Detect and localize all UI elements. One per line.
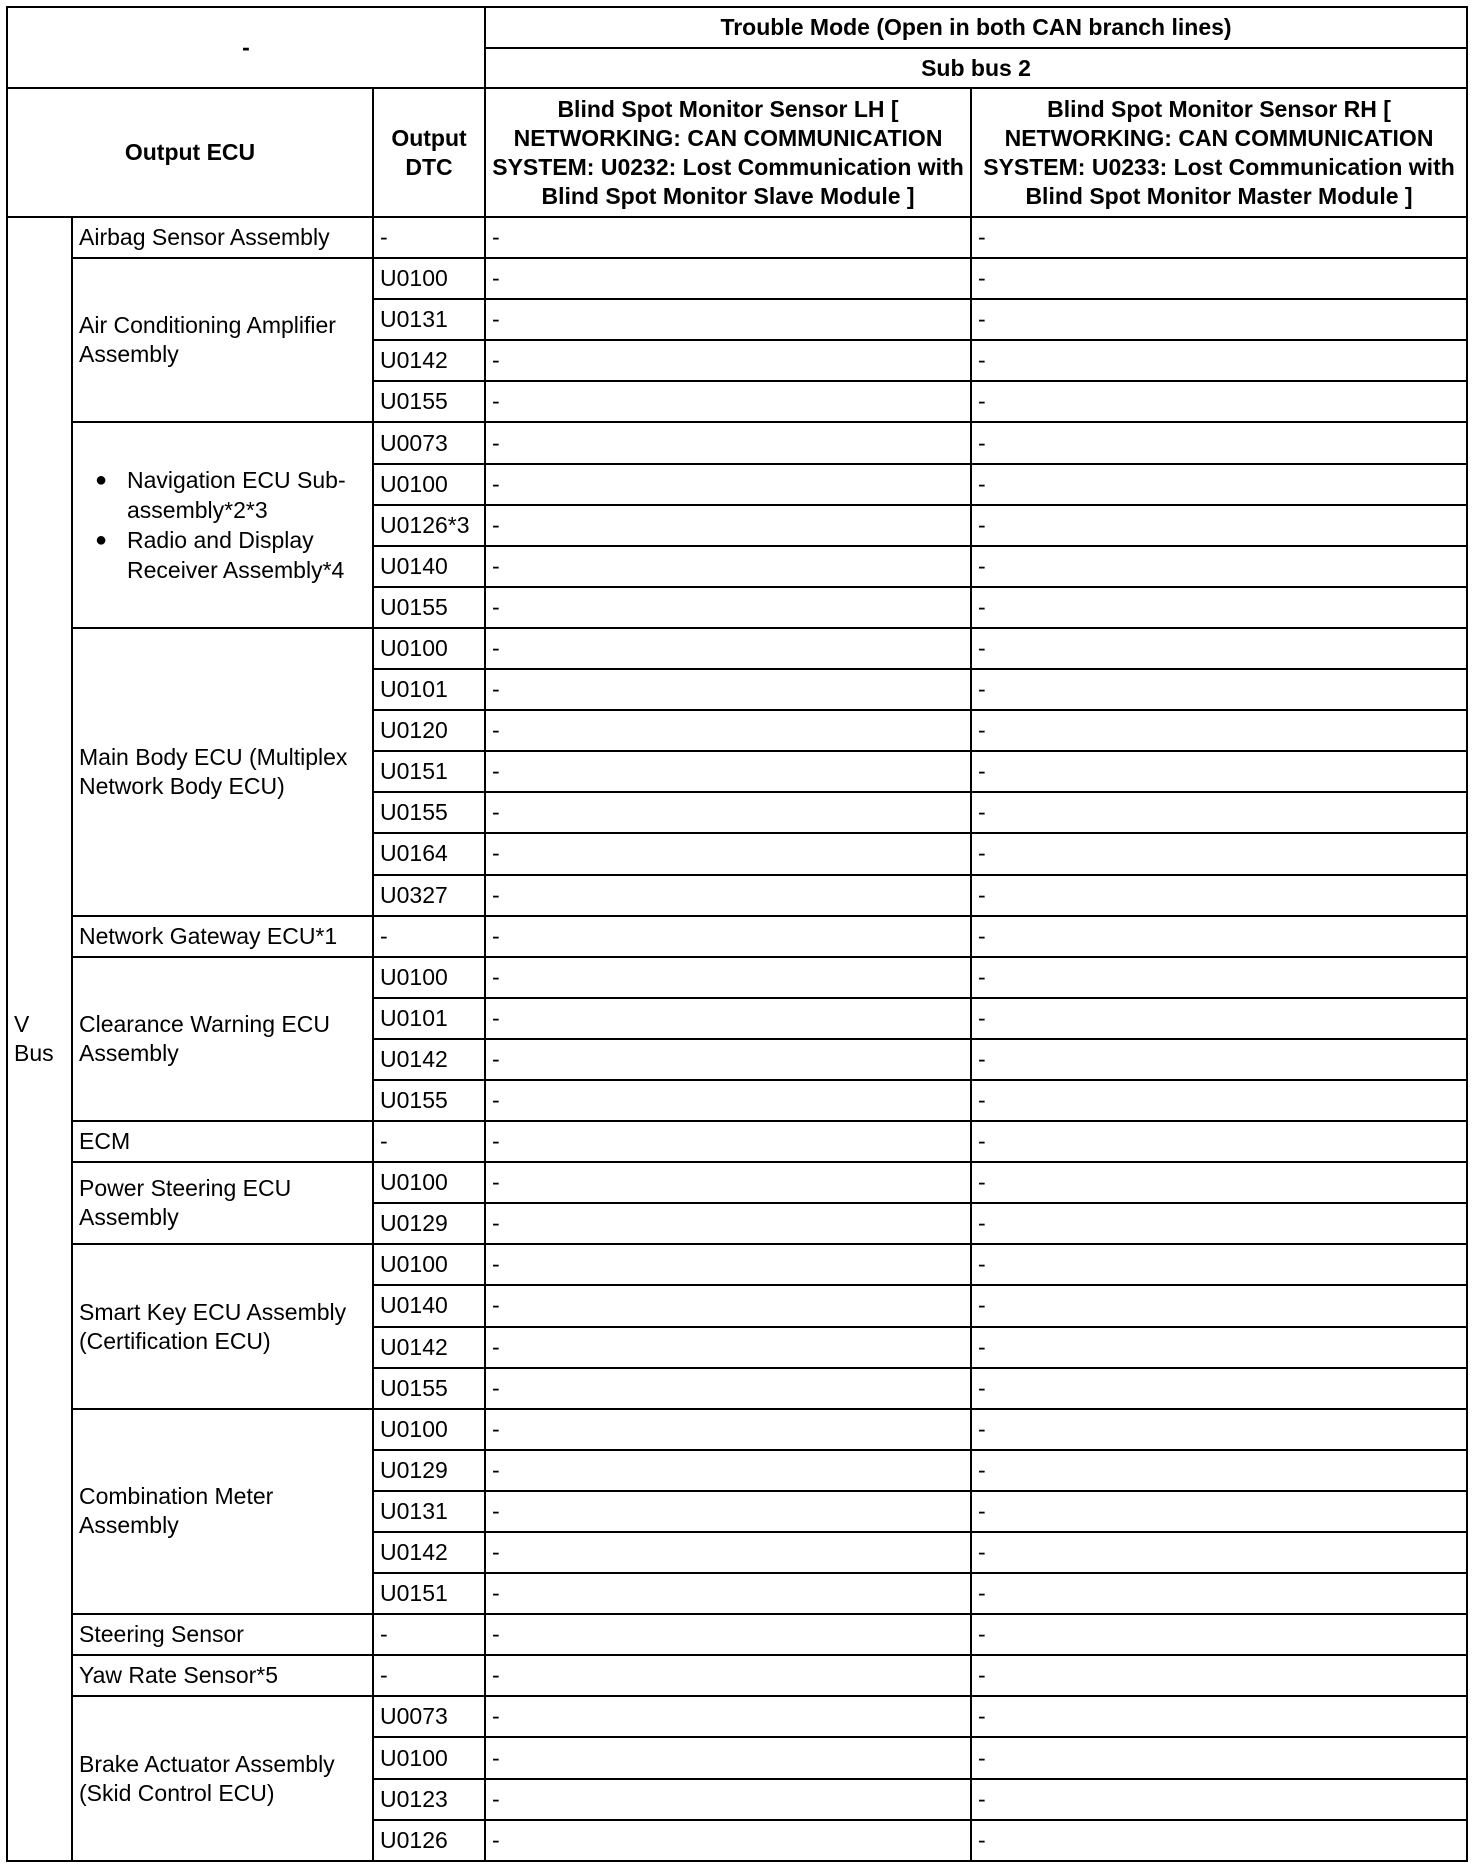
bsm-rh-cell: - (971, 1532, 1467, 1573)
dtc-cell: - (373, 217, 485, 258)
table-row (7, 422, 1467, 463)
dtc-cell: U0100 (373, 957, 485, 998)
bsm-rh-cell: - (971, 258, 1467, 299)
bsm-lh-cell: - (485, 1244, 971, 1285)
ecu-name-cell: Network Gateway ECU*1 (72, 916, 373, 957)
bsm-lh-cell: - (485, 1820, 971, 1861)
bsm-lh-cell: - (485, 628, 971, 669)
table-row (7, 628, 1467, 669)
bsm-rh-cell: - (971, 1203, 1467, 1244)
dtc-cell: U0151 (373, 751, 485, 792)
bsm-lh-cell: - (485, 1532, 971, 1573)
bsm-lh-cell: - (485, 916, 971, 957)
ecu-list-item (95, 465, 366, 525)
bsm-rh-cell: - (971, 1655, 1467, 1696)
bsm-lh-cell: - (485, 464, 971, 505)
table-body (7, 217, 1467, 1861)
bsm-rh-cell: - (971, 1696, 1467, 1737)
bsm-rh-cell: - (971, 299, 1467, 340)
bsm-lh-header: Blind Spot Monitor Sensor LH [ NETWORKING: CAN COMMUNICATION SYSTEM: U0232: Lost Communication with Blind Spot Monitor Slave Module ] (485, 88, 971, 217)
bsm-lh-cell: - (485, 998, 971, 1039)
dtc-cell: U0126 (373, 1820, 485, 1861)
bsm-lh-cell: - (485, 669, 971, 710)
bsm-rh-cell: - (971, 792, 1467, 833)
dtc-cell: U0073 (373, 1696, 485, 1737)
ecu-name-cell: Clearance Warning ECU Assembly (72, 957, 373, 1121)
bsm-lh-cell: - (485, 1655, 971, 1696)
ecu-name-cell (72, 422, 373, 627)
bsm-lh-cell: - (485, 1409, 971, 1450)
bsm-rh-cell: - (971, 340, 1467, 381)
dtc-cell: U0327 (373, 875, 485, 916)
dtc-cell: U0123 (373, 1779, 485, 1820)
dtc-cell: U0100 (373, 1737, 485, 1778)
bsm-rh-cell: - (971, 1080, 1467, 1121)
bsm-rh-header: Blind Spot Monitor Sensor RH [ NETWORKING: CAN COMMUNICATION SYSTEM: U0233: Lost Communication with Blind Spot Monitor Master Module ] (971, 88, 1467, 217)
table-row (7, 1655, 1467, 1696)
bsm-rh-cell: - (971, 464, 1467, 505)
dtc-cell: U0129 (373, 1450, 485, 1491)
bsm-lh-cell: - (485, 546, 971, 587)
dtc-cell: U0155 (373, 792, 485, 833)
ecu-name-cell: Air Conditioning Amplifier Assembly (72, 258, 373, 422)
bsm-lh-cell: - (485, 1162, 971, 1203)
dtc-cell: - (373, 1614, 485, 1655)
dtc-cell: U0155 (373, 587, 485, 628)
bsm-lh-cell: - (485, 381, 971, 422)
bsm-lh-cell: - (485, 505, 971, 546)
table-row (7, 1162, 1467, 1203)
dtc-cell: U0100 (373, 1162, 485, 1203)
dtc-cell: U0142 (373, 1039, 485, 1080)
sub-bus-header: Sub bus 2 (485, 48, 1467, 88)
bsm-rh-cell: - (971, 833, 1467, 874)
dtc-cell: U0131 (373, 299, 485, 340)
bsm-lh-cell: - (485, 1327, 971, 1368)
ecu-name-cell: Airbag Sensor Assembly (72, 217, 373, 258)
dtc-cell: U0140 (373, 1285, 485, 1326)
dtc-table (6, 6, 1468, 1862)
bsm-lh-cell: - (485, 1573, 971, 1614)
bullet-icon: ● (95, 469, 108, 492)
bsm-rh-cell: - (971, 628, 1467, 669)
ecu-list (79, 465, 366, 585)
bsm-lh-cell: - (485, 792, 971, 833)
trouble-mode-header: Trouble Mode (Open in both CAN branch lines) (485, 7, 1467, 48)
bsm-lh-cell: - (485, 1614, 971, 1655)
dtc-cell: U0129 (373, 1203, 485, 1244)
dtc-cell: U0100 (373, 1244, 485, 1285)
bsm-lh-cell: - (485, 1779, 971, 1820)
dtc-cell: U0120 (373, 710, 485, 751)
bsm-rh-cell: - (971, 875, 1467, 916)
bsm-lh-cell: - (485, 1696, 971, 1737)
bsm-lh-cell: - (485, 1285, 971, 1326)
bsm-rh-cell: - (971, 546, 1467, 587)
dtc-cell: U0151 (373, 1573, 485, 1614)
bsm-rh-cell: - (971, 381, 1467, 422)
dtc-cell: - (373, 1121, 485, 1162)
dtc-cell: - (373, 1655, 485, 1696)
bsm-rh-cell: - (971, 1285, 1467, 1326)
table-row (7, 217, 1467, 258)
ecu-name-cell: Smart Key ECU Assembly (Certification ECU) (72, 1244, 373, 1408)
dtc-cell: U0101 (373, 669, 485, 710)
table-row (7, 1614, 1467, 1655)
bsm-rh-cell: - (971, 1779, 1467, 1820)
bsm-rh-cell: - (971, 217, 1467, 258)
bsm-rh-cell: - (971, 505, 1467, 546)
table-row (7, 957, 1467, 998)
ecu-list-item (95, 525, 366, 585)
table-row (7, 258, 1467, 299)
ecu-name-cell: Steering Sensor (72, 1614, 373, 1655)
bsm-rh-cell: - (971, 916, 1467, 957)
bsm-lh-cell: - (485, 1450, 971, 1491)
ecu-name-cell: Brake Actuator Assembly (Skid Control ECU) (72, 1696, 373, 1861)
bsm-rh-cell: - (971, 1121, 1467, 1162)
bsm-rh-cell: - (971, 1614, 1467, 1655)
table-row (7, 1244, 1467, 1285)
ecu-list-item-text: Radio and Display Receiver Assembly*4 (127, 527, 345, 584)
bsm-rh-cell: - (971, 1573, 1467, 1614)
dtc-cell: U0142 (373, 1532, 485, 1573)
bsm-rh-cell: - (971, 1039, 1467, 1080)
bsm-lh-cell: - (485, 299, 971, 340)
bsm-lh-cell: - (485, 833, 971, 874)
bsm-rh-cell: - (971, 1491, 1467, 1532)
dtc-cell: U0101 (373, 998, 485, 1039)
table-row (7, 1696, 1467, 1737)
bsm-rh-cell: - (971, 1368, 1467, 1409)
bsm-lh-cell: - (485, 1737, 971, 1778)
bsm-rh-cell: - (971, 1162, 1467, 1203)
bsm-rh-cell: - (971, 1244, 1467, 1285)
dtc-cell: U0126*3 (373, 505, 485, 546)
bsm-rh-cell: - (971, 587, 1467, 628)
dtc-cell: U0100 (373, 258, 485, 299)
bsm-lh-cell: - (485, 1368, 971, 1409)
bsm-lh-cell: - (485, 710, 971, 751)
bsm-rh-cell: - (971, 422, 1467, 463)
bsm-rh-cell: - (971, 957, 1467, 998)
bsm-rh-cell: - (971, 1327, 1467, 1368)
ecu-name-cell: Combination Meter Assembly (72, 1409, 373, 1614)
ecu-name-cell: ECM (72, 1121, 373, 1162)
dtc-cell: U0155 (373, 1080, 485, 1121)
output-ecu-header: Output ECU (7, 88, 373, 217)
dtc-cell: U0142 (373, 1327, 485, 1368)
dtc-cell: U0140 (373, 546, 485, 587)
table-row (7, 916, 1467, 957)
dtc-cell: U0155 (373, 1368, 485, 1409)
bsm-lh-cell: - (485, 1203, 971, 1244)
bsm-rh-cell: - (971, 669, 1467, 710)
dtc-cell: U0073 (373, 422, 485, 463)
dtc-cell: U0131 (373, 1491, 485, 1532)
bsm-rh-cell: - (971, 1820, 1467, 1861)
bsm-lh-cell: - (485, 1121, 971, 1162)
ecu-name-cell: Main Body ECU (Multiplex Network Body ECU) (72, 628, 373, 916)
bsm-lh-cell: - (485, 340, 971, 381)
ecu-name-cell: Yaw Rate Sensor*5 (72, 1655, 373, 1696)
dtc-cell: U0155 (373, 381, 485, 422)
bsm-lh-cell: - (485, 1491, 971, 1532)
bsm-lh-cell: - (485, 957, 971, 998)
bsm-lh-cell: - (485, 217, 971, 258)
bsm-lh-cell: - (485, 587, 971, 628)
bsm-lh-cell: - (485, 751, 971, 792)
bus-label: V Bus (7, 217, 72, 1861)
dtc-cell: U0164 (373, 833, 485, 874)
bsm-rh-cell: - (971, 751, 1467, 792)
bsm-rh-cell: - (971, 1409, 1467, 1450)
table-row (7, 1121, 1467, 1162)
bullet-icon: ● (95, 529, 108, 552)
bsm-lh-cell: - (485, 1039, 971, 1080)
ecu-name-cell: Power Steering ECU Assembly (72, 1162, 373, 1244)
dtc-cell: U0100 (373, 464, 485, 505)
dtc-cell: U0100 (373, 628, 485, 669)
bsm-lh-cell: - (485, 422, 971, 463)
bsm-lh-cell: - (485, 1080, 971, 1121)
bsm-rh-cell: - (971, 1737, 1467, 1778)
ecu-list-item-text: Navigation ECU Sub-assembly*2*3 (127, 467, 346, 524)
bsm-rh-cell: - (971, 1450, 1467, 1491)
dtc-cell: U0100 (373, 1409, 485, 1450)
table-row (7, 1409, 1467, 1450)
output-dtc-header: Output DTC (373, 88, 485, 217)
corner-cell: - (7, 7, 485, 88)
bsm-rh-cell: - (971, 998, 1467, 1039)
dtc-cell: U0142 (373, 340, 485, 381)
dtc-cell: - (373, 916, 485, 957)
bsm-lh-cell: - (485, 258, 971, 299)
bsm-lh-cell: - (485, 875, 971, 916)
bsm-rh-cell: - (971, 710, 1467, 751)
